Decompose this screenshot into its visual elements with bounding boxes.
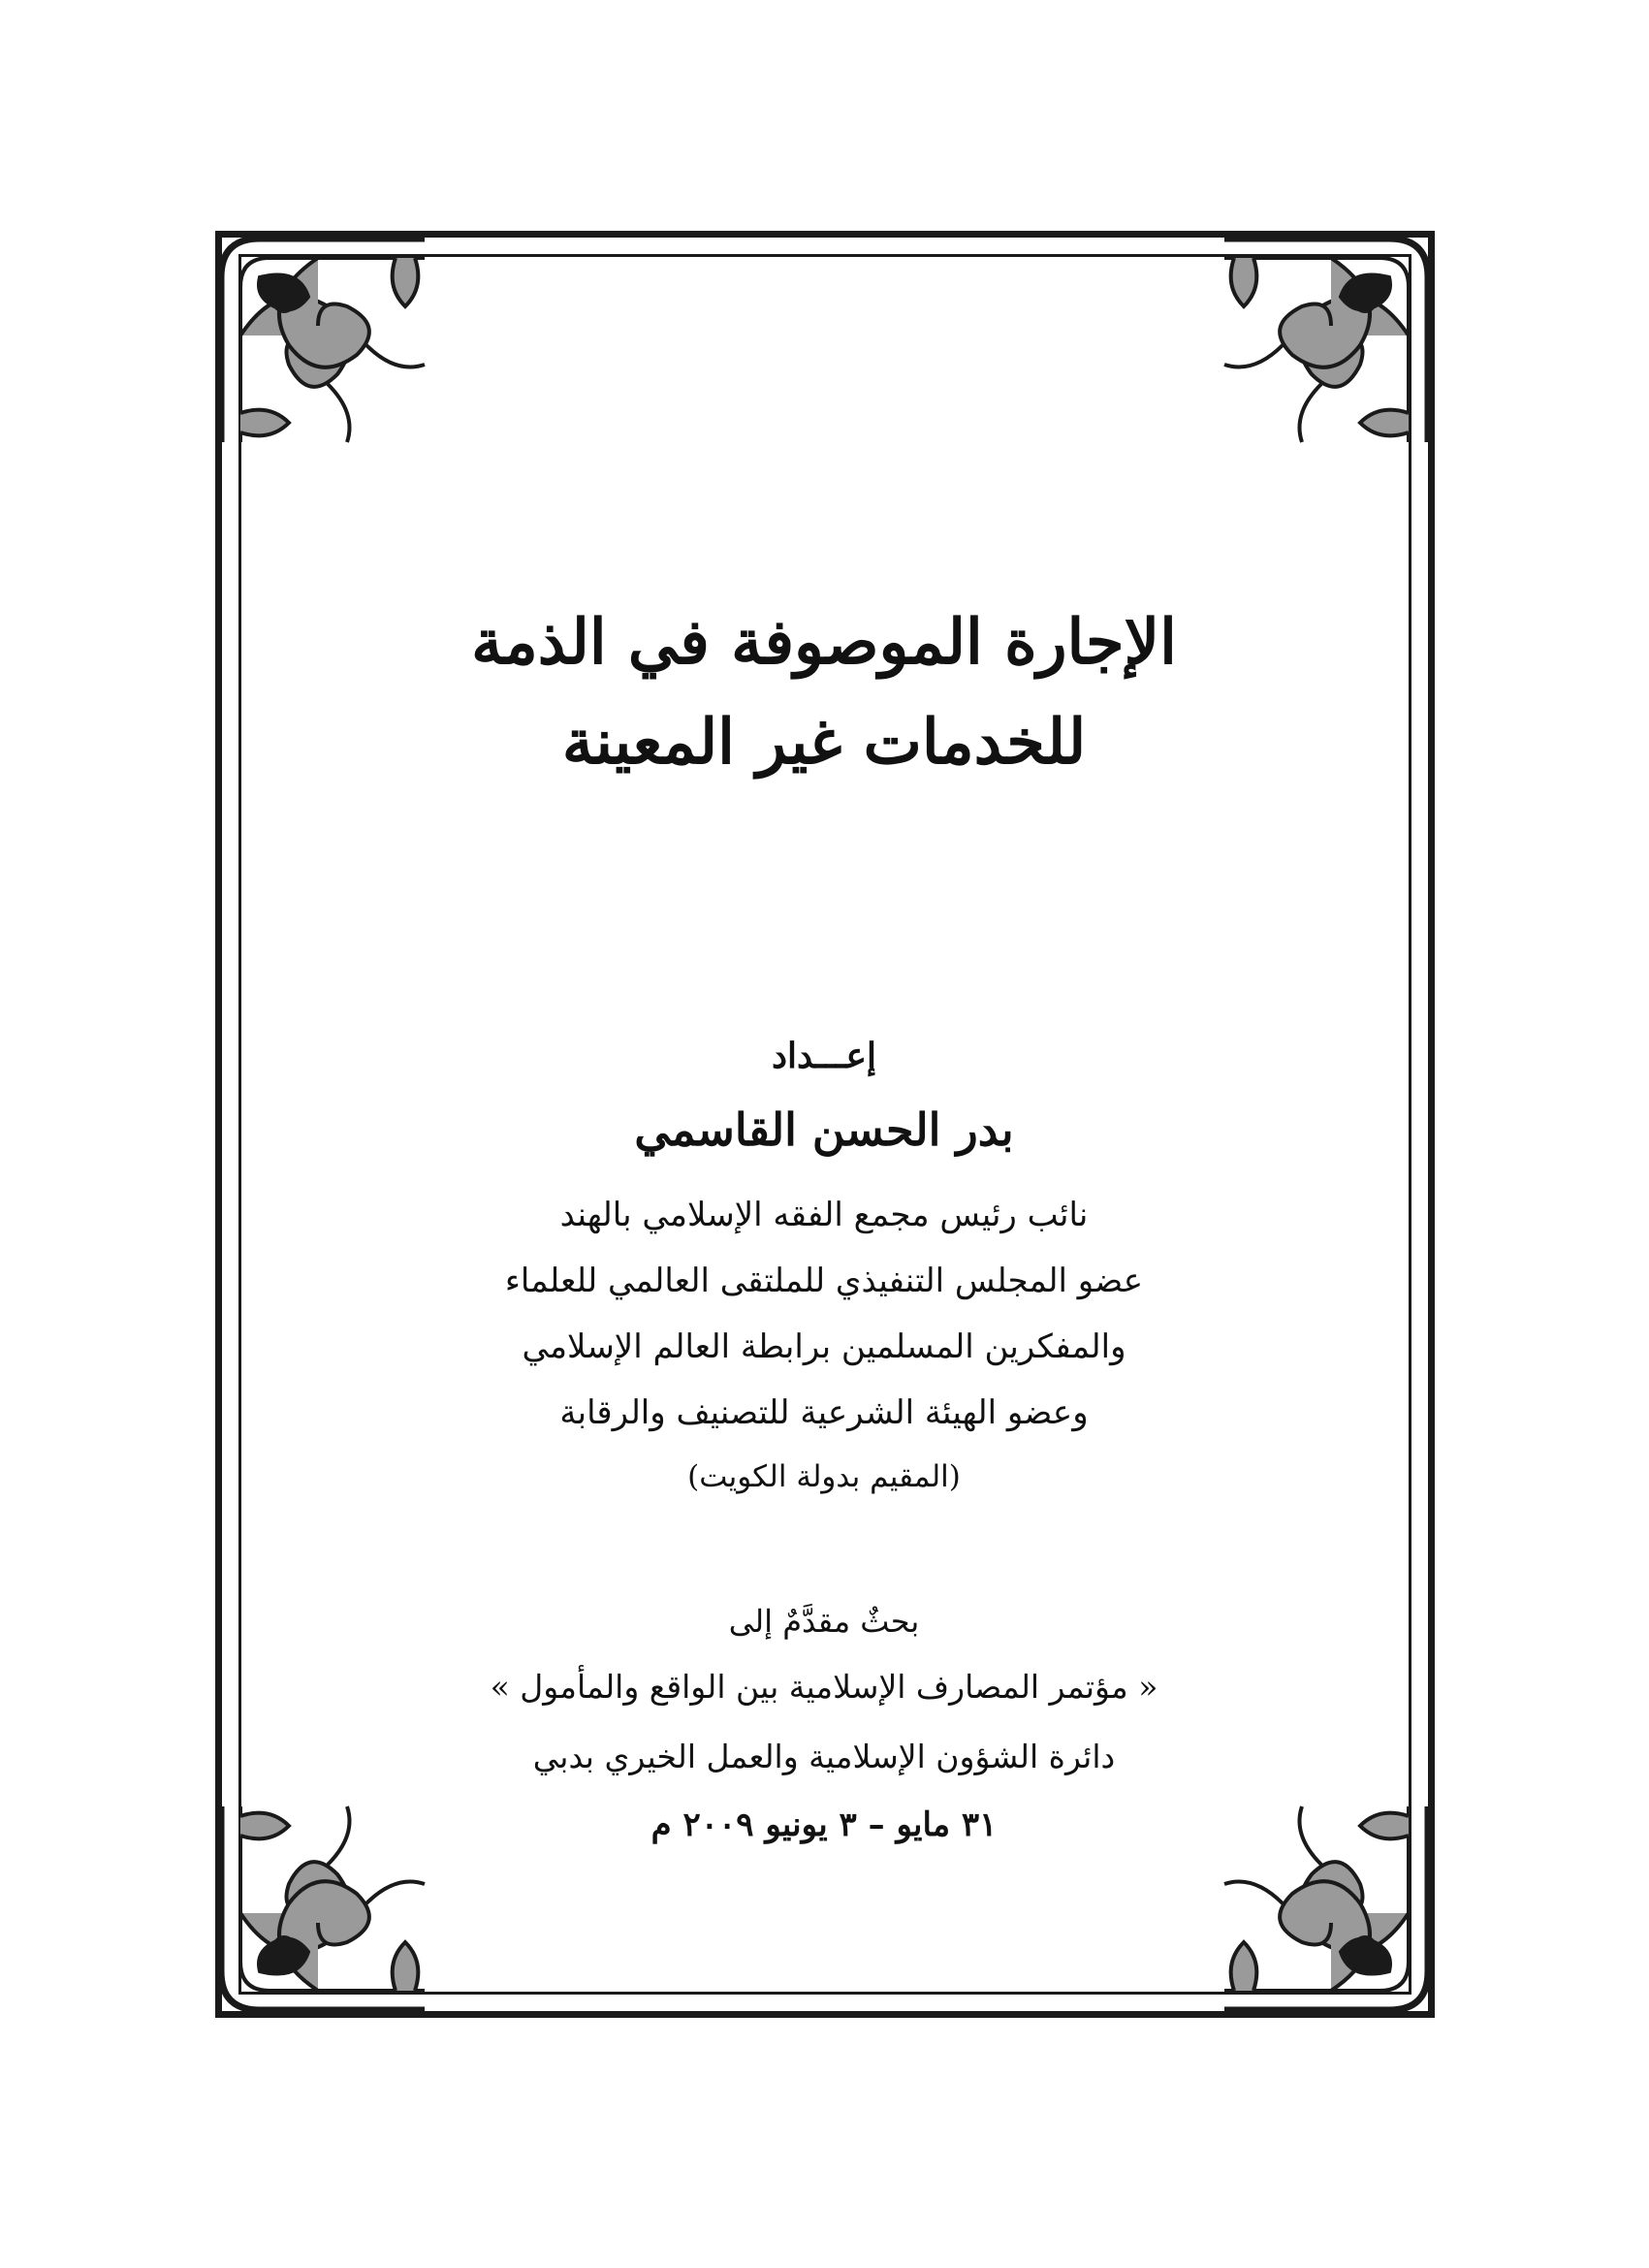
- author-role: والمفكرين المسلمين برابطة العالم الإسلامي: [522, 1327, 1126, 1366]
- preparation-label: إعـــداد: [771, 1036, 877, 1076]
- conference-date: ٣١ مايو – ٣ يونيو ٢٠٠٩ م: [650, 1805, 998, 1844]
- corner-ornament-icon: [202, 219, 444, 462]
- corner-ornament-icon: [1205, 219, 1447, 462]
- author-residence: (المقيم بدولة الكويت): [687, 1459, 961, 1494]
- conference-name: « مؤتمر المصارف الإسلامية بين الواقع والمأمول »: [490, 1668, 1158, 1706]
- organizing-department: دائرة الشؤون الإسلامية والعمل الخيري بدبي: [532, 1738, 1116, 1775]
- author-role: وعضو الهيئة الشرعية للتصنيف والرقابة: [559, 1393, 1089, 1432]
- title-line-1: الإجارة الموصوفة في الذمة: [471, 606, 1177, 679]
- author-role: نائب رئيس مجمع الفقه الإسلامي بالهند: [559, 1196, 1089, 1234]
- author-name: بدر الحسن القاسمي: [634, 1103, 1014, 1156]
- author-role: عضو المجلس التنفيذي للملتقى العالمي للعلماء: [504, 1262, 1144, 1300]
- title-line-2: للخدمات غير المعينة: [561, 706, 1087, 779]
- presented-to-label: بحثٌ مقدَّمٌ إلى: [728, 1603, 920, 1640]
